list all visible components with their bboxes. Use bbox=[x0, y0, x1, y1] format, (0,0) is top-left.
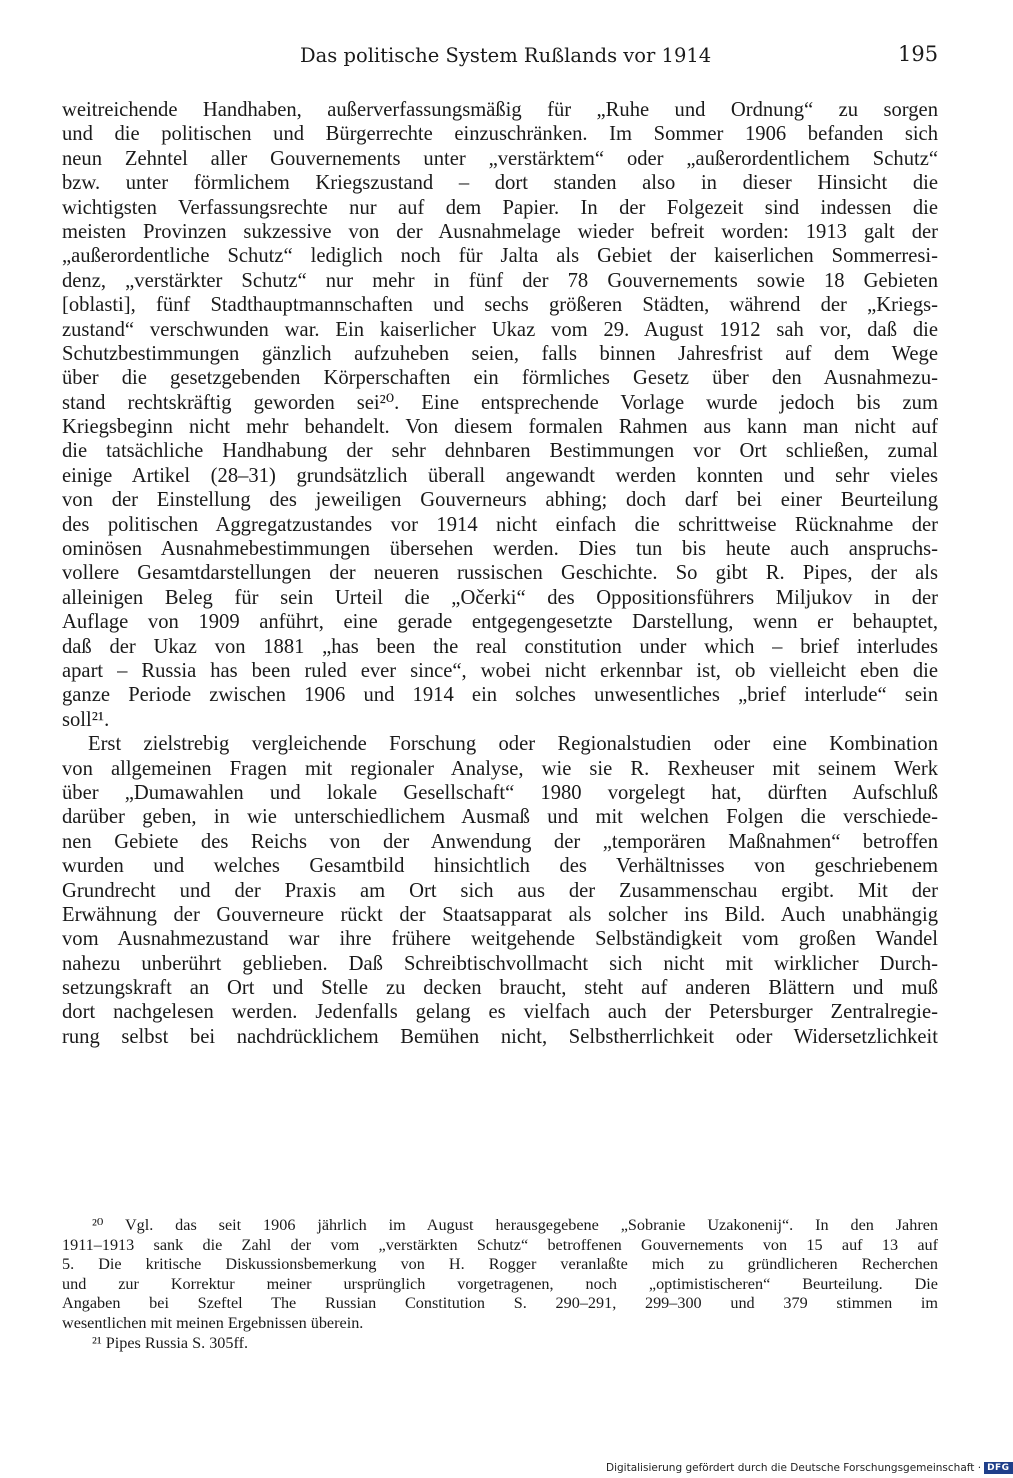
text-line: soll²¹. bbox=[62, 708, 110, 731]
text-line: Erwähnung der Gouverneure rückt der Staatsapparat als solcher ins Bild. Auch unabhängig bbox=[62, 903, 938, 926]
text-line: nen Gebiete des Reichs von der Anwendung der „temporären Maßnahmen“ betroffen bbox=[62, 830, 938, 853]
text-line: ganze Periode zwischen 1906 und 1914 ein solches unwesentliches „brief interlude“ sein bbox=[62, 684, 938, 707]
digitization-credit bbox=[606, 1462, 1013, 1474]
text-line: weitreichende Handhaben, außerverfassungsmäßig für „Ruhe und Ordnung“ zu sorgen bbox=[62, 99, 938, 121]
text-line: von allgemeinen Fragen mit regionaler Analyse, wie sie R. Rexheuser mit seinem Werk bbox=[62, 757, 938, 780]
text-line: dort nachgelesen werden. Jedenfalls gelang es vielfach auch der Petersburger Zentralregie- bbox=[62, 1001, 938, 1024]
text-line: vom Ausnahmezustand war ihre frühere weitgehende Selbständigkeit vom großen Wandel bbox=[62, 928, 938, 951]
text-line: alleinigen Beleg für sein Urteil die „Očerki“ des Oppositionsführers Miljukov in der bbox=[62, 586, 938, 609]
footnote-line: ²⁰ Vgl. das seit 1906 jährlich im August herausgegebene „Sobranie Uzakonenij“. In den Jahren bbox=[92, 1216, 938, 1234]
text-line: rung selbst bei nachdrücklichem Bemühen nicht, Selbstherrlichkeit oder Widersetzlichkeit bbox=[62, 1025, 938, 1048]
text-line: nahezu unberührt geblieben. Daß Schreibtischvollmacht sich nicht mit wirklicher Durch- bbox=[62, 952, 938, 975]
text-line: einige Artikel (28–31) grundsätzlich überall angewandt werden konnten und sehr vieles bbox=[62, 464, 938, 487]
text-line: die tatsächliche Handhabung der sehr dehnbaren Bestimmungen vor Ort schließen, zumal bbox=[62, 440, 938, 463]
footnote-line: und zur Korrektur meiner ursprünglich vorgetragenen, noch „optimistischeren“ Beurteilung. Die bbox=[62, 1274, 938, 1293]
footnote-line: wesentlichen mit meinen Ergebnissen überein. bbox=[62, 1313, 364, 1332]
text-line: darüber geben, in wie unterschiedlichem Ausmaß und mit welchen Folgen die verschiede- bbox=[62, 806, 938, 829]
text-line: Auflage von 1909 anführt, eine gerade entgegengesetzte Darstellung, wenn er behauptet, bbox=[62, 611, 938, 634]
text-line: meisten Provinzen sukzessive von der Ausnahmelage wieder befreit worden: 1913 galt der bbox=[62, 220, 938, 243]
footnote-line: Angaben bei Szeftel The Russian Constitution S. 290–291, 299–300 und 379 stimmen im bbox=[62, 1294, 938, 1313]
page-header bbox=[0, 44, 1000, 74]
text-line: Schutzbestimmungen gänzlich aufzuheben seien, falls binnen Jahresfrist auf dem Wege bbox=[62, 342, 938, 365]
text-line: Grundrecht und der Praxis am Ort sich aus der Zusammenschau ergibt. Mit der bbox=[62, 879, 938, 902]
text-line: daß der Ukaz von 1881 „has been the real constitution under which – brief interludes bbox=[62, 635, 938, 658]
text-line: wurden und welches Gesamtbild hinsichtlich des Verhältnisses von geschriebenem bbox=[62, 855, 938, 878]
footnotes bbox=[62, 1216, 938, 1353]
text-line: zustand“ verschwunden war. Ein kaiserlicher Ukaz vom 29. August 1912 sah vor, daß die bbox=[62, 318, 938, 341]
body-text bbox=[62, 98, 938, 1074]
text-line: [oblasti], fünf Stadthauptmannschaften und sechs größeren Städten, während der „Kriegs- bbox=[62, 294, 938, 317]
text-line: neun Zehntel aller Gouvernements unter „verstärktem“ oder „außerordentlichem Schutz“ bbox=[62, 147, 938, 170]
footnote-line: 1911–1913 sank die Zahl der vom „verstärkten Schutz“ betroffenen Gouvernements von 15 auf 13 auf bbox=[62, 1235, 938, 1254]
text-line: bzw. unter förmlichem Kriegszustand – dort standen also in dieser Hinsicht die bbox=[62, 172, 938, 195]
text-line: des politischen Aggregatzustandes vor 1914 nicht einfach die schrittweise Rücknahme der bbox=[62, 513, 938, 536]
running-title: Das politische System Rußlands vor 1914 bbox=[300, 44, 712, 67]
text-line: und die politischen und Bürgerrechte einzuschränken. Im Sommer 1906 befanden sich bbox=[62, 123, 938, 146]
footnote-line: 5. Die kritische Diskussionsbemerkung von H. Rogger veranlaßte mich zu gründlicheren Recherchen bbox=[62, 1255, 938, 1274]
footnote-line: ²¹ Pipes Russia S. 305ff. bbox=[92, 1333, 249, 1352]
text-line: über die gesetzgebenden Körperschaften ein förmliches Gesetz über den Ausnahmezu- bbox=[62, 367, 938, 390]
text-line: apart – Russia has been ruled ever since“, wobei nicht erkennbar ist, ob vielleicht eben die bbox=[62, 659, 938, 682]
text-line: denz, „verstärkter Schutz“ nur mehr in fünf der 78 Gouvernements sowie 18 Gebieten bbox=[62, 269, 938, 292]
text-line: Erst zielstrebig vergleichende Forschung oder Regionalstudien oder eine Kombination bbox=[88, 733, 938, 756]
text-line: über „Dumawahlen und lokale Gesellschaft“ 1980 vorgelegt hat, dürften Aufschluß bbox=[62, 781, 938, 804]
text-line: setzungskraft an Ort und Stelle zu decken braucht, steht auf anderen Blättern und muß bbox=[62, 977, 938, 1000]
text-line: stand rechtskräftig geworden sei²⁰. Eine entsprechende Vorlage wurde jedoch bis zum bbox=[62, 391, 938, 414]
text-line bbox=[62, 1049, 938, 1073]
page-number: 195 bbox=[898, 42, 939, 66]
text-line: vollere Gesamtdarstellungen der neueren russischen Geschichte. So gibt R. Pipes, der als bbox=[62, 562, 938, 585]
credit-text: Digitalisierung gefördert durch die Deutsche Forschungsgemeinschaft · bbox=[606, 1462, 982, 1474]
text-line: „außerordentliche Schutz“ lediglich noch für Jalta als Gebiet der kaiserlichen Sommerresi- bbox=[62, 245, 938, 268]
text-line: ominösen Ausnahmebestimmungen übersehen werden. Dies tun bis heute auch anspruchs- bbox=[62, 538, 938, 561]
text-line: Kriegsbeginn nicht mehr behandelt. Von diesem formalen Rahmen aus kann man nicht auf bbox=[62, 416, 938, 439]
text-line: wichtigsten Verfassungsrechte nur auf dem Papier. In der Folgezeit sind indessen die bbox=[62, 196, 938, 219]
dfg-logo-icon: DFG bbox=[984, 1462, 1013, 1474]
text-line: von der Einstellung des jeweiligen Gouverneurs abhing; doch darf bei einer Beurteilung bbox=[62, 489, 938, 512]
